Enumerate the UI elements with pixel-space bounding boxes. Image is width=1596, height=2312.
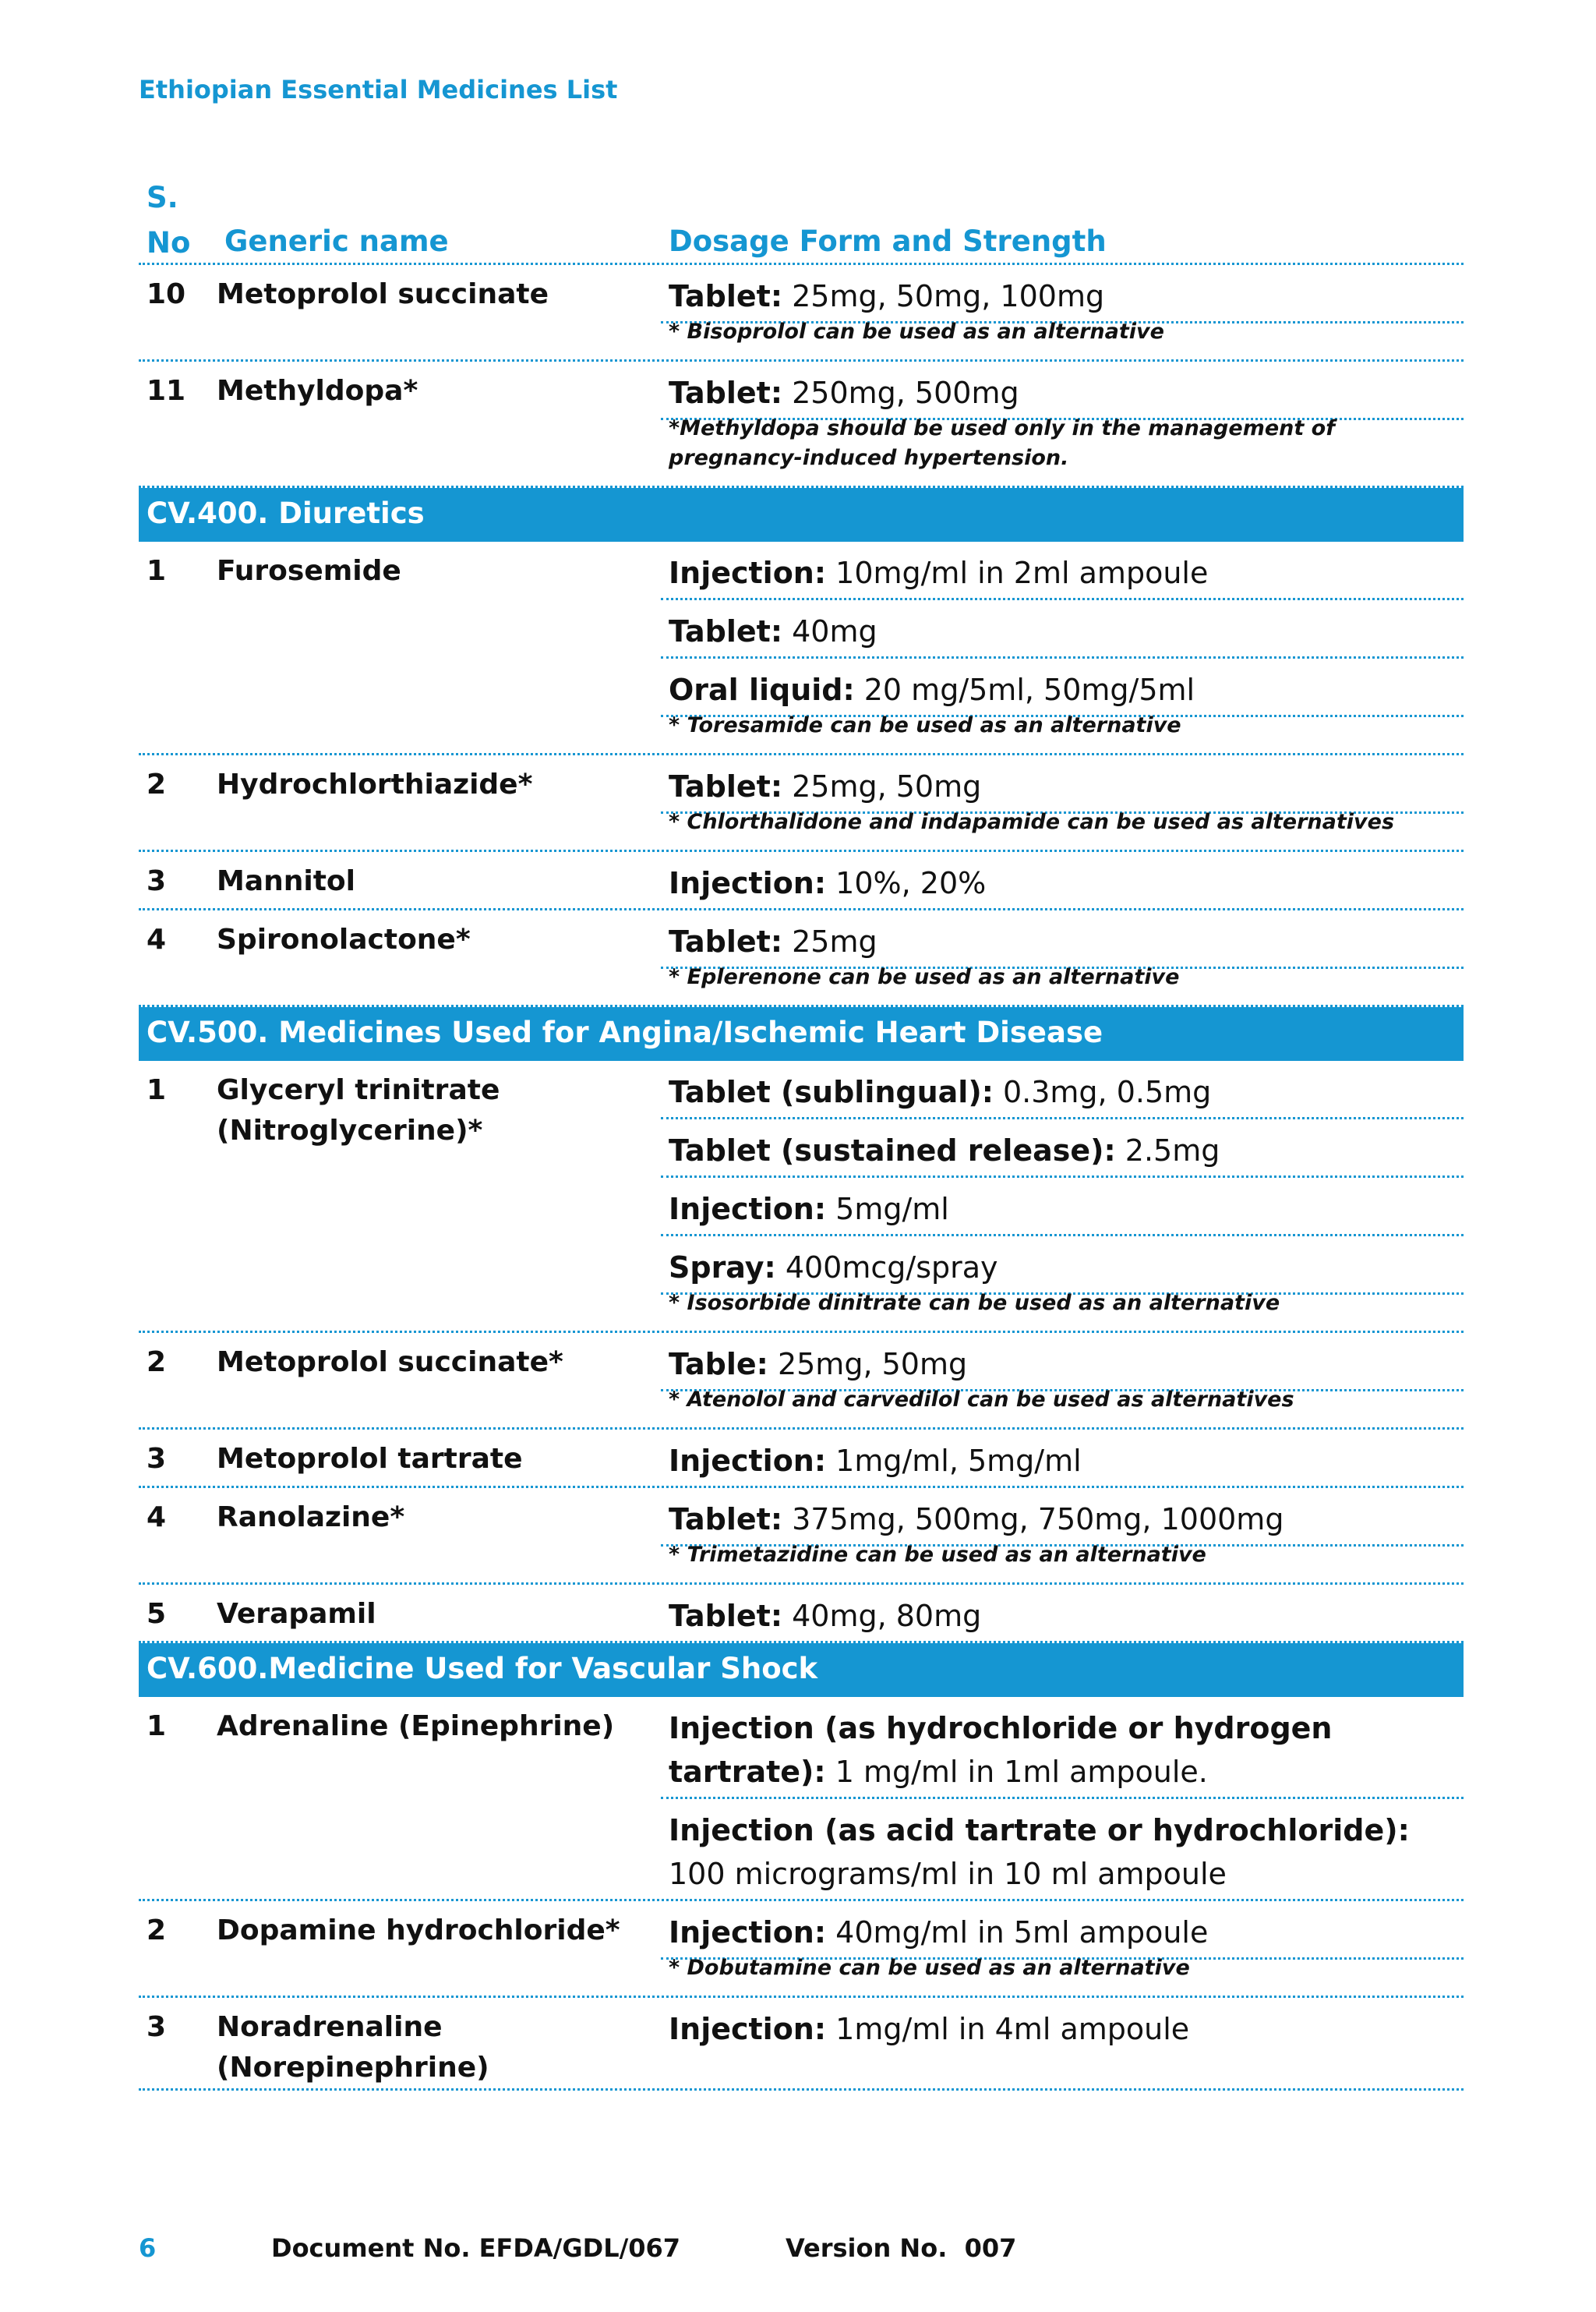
serial-number: 3 (147, 1443, 167, 1475)
table-row (139, 265, 1464, 362)
dosage-form-strength: 20 mg/5ml, 50mg/5ml (854, 673, 1195, 707)
dosage-form-label: Tablet (sustained release): (669, 1133, 1116, 1168)
dosage-form-strength: 40mg/ml in 5ml ampoule (826, 1915, 1209, 1950)
dosage-forms (661, 1333, 1464, 1427)
dosage-form (661, 1697, 1464, 1799)
dosage-form-label: Injection (as acid tartrate or hydrochloride): (669, 1813, 1410, 1847)
generic-name: Verapamil (217, 1598, 376, 1630)
dosage-form (661, 852, 1464, 908)
dosage-form-strength: 0.3mg, 0.5mg (993, 1075, 1212, 1109)
dosage-form (661, 1430, 1464, 1486)
dosage-form-label: Tablet: (669, 1599, 783, 1633)
table-row (139, 1901, 1464, 1998)
alternative-note: * Dobutamine can be used as an alternative (669, 1956, 1190, 1980)
dosage-form-label: Tablet: (669, 279, 783, 313)
dosage-form-strength: 25mg, 50mg (782, 769, 982, 804)
dosage-form-strength: 375mg, 500mg, 750mg, 1000mg (782, 1502, 1284, 1536)
section-heading: CV.500. Medicines Used for Angina/Ischemic Heart Disease (139, 1007, 1464, 1061)
dosage-forms (661, 1488, 1464, 1582)
dosage-form-strength: 10mg/ml in 2ml ampoule (826, 556, 1209, 590)
dosage-form-strength: 100 micrograms/ml in 10 ml ampoule (669, 1857, 1227, 1891)
generic-name: Metoprolol tartrate (217, 1443, 523, 1475)
serial-number: 3 (147, 865, 167, 897)
document-number: Document No. EFDA/GDL/067 (271, 2233, 681, 2263)
table-row (139, 542, 1464, 755)
generic-name: Adrenaline (Epinephrine) (217, 1710, 615, 1742)
dosage-form-label: Tablet: (669, 376, 783, 410)
dosage-forms (661, 755, 1464, 850)
dosage-form-strength: 40mg (782, 614, 877, 649)
dosage-forms (661, 1901, 1464, 1996)
table-row (139, 1488, 1464, 1585)
dosage-form-label: Tablet (sublingual): (669, 1075, 994, 1109)
dosage-form-label: Injection: (669, 1192, 827, 1226)
dosage-form-label: Injection: (669, 1915, 827, 1950)
generic-name: Metoprolol succinate (217, 278, 549, 310)
generic-name: Noradrenaline (Norepinephrine) (217, 2011, 489, 2084)
dosage-form-strength: 5mg/ml (826, 1192, 949, 1226)
dosage-forms (661, 910, 1464, 1005)
header-dosage-form: Dosage Form and Strength (669, 224, 1107, 258)
generic-name: Metoprolol succinate* (217, 1346, 563, 1378)
table-row (139, 1333, 1464, 1430)
dosage-form-label: Tablet: (669, 769, 783, 804)
medicines-table (139, 175, 1464, 2091)
table-row (139, 910, 1464, 1007)
dosage-forms (661, 265, 1464, 359)
dosage-form-label: Injection: (669, 2012, 827, 2046)
alternative-note: *Methyldopa should be used only in the management of pregnancy-induced hypertension. (669, 416, 1335, 470)
dosage-form-strength: 2.5mg (1115, 1133, 1220, 1168)
alternative-note: * Toresamide can be used as an alternative (669, 713, 1181, 737)
serial-number: 4 (147, 924, 167, 956)
table-row (139, 362, 1464, 488)
dosage-form-label: Spray: (669, 1250, 776, 1285)
table-row (139, 1061, 1464, 1333)
dosage-forms (661, 362, 1464, 486)
table-row (139, 1430, 1464, 1488)
table-row (139, 852, 1464, 910)
alternative-note: * Bisoprolol can be used as an alternative (669, 320, 1164, 344)
dosage-forms (661, 1998, 1464, 2088)
table-row (139, 755, 1464, 852)
dosage-forms (661, 1697, 1464, 1899)
dosage-form-strength: 25mg (782, 924, 877, 959)
alternative-note: * Trimetazidine can be used as an alternative (669, 1543, 1206, 1567)
dosage-form-strength: 1 mg/ml in 1ml ampoule. (825, 1755, 1208, 1789)
serial-number: 5 (147, 1598, 167, 1630)
dosage-form-strength: 250mg, 500mg (782, 376, 1019, 410)
version-number: Version No. 007 (786, 2233, 1017, 2263)
serial-number: 2 (147, 769, 167, 801)
dosage-form-label: Injection: (669, 556, 827, 590)
header-sno (147, 175, 193, 266)
dosage-form-label: Tablet: (669, 924, 783, 959)
document-title: Ethiopian Essential Medicines List (139, 75, 618, 104)
section-heading: CV.600.Medicine Used for Vascular Shock (139, 1643, 1464, 1697)
alternative-note: * Isosorbide dinitrate can be used as an alternative (669, 1291, 1280, 1315)
table-header (139, 175, 1464, 265)
generic-name: Spironolactone* (217, 924, 471, 956)
dosage-form-label: Oral liquid: (669, 673, 855, 707)
dosage-form-strength: 25mg, 50mg, 100mg (782, 279, 1105, 313)
generic-name: Ranolazine* (217, 1501, 405, 1533)
dosage-forms (661, 1061, 1464, 1331)
serial-number: 1 (147, 555, 167, 587)
table-row (139, 1585, 1464, 1643)
serial-number: 1 (147, 1074, 167, 1106)
serial-number: 4 (147, 1501, 167, 1533)
dosage-forms (661, 1585, 1464, 1641)
dosage-form (661, 600, 1464, 659)
section-heading: CV.400. Diuretics (139, 488, 1464, 542)
generic-name: Methyldopa* (217, 375, 418, 407)
dosage-form-label: Tablet: (669, 614, 783, 649)
dosage-form (661, 1585, 1464, 1641)
dosage-form-strength: 25mg, 50mg (768, 1347, 968, 1381)
dosage-form-label: Table: (669, 1347, 768, 1381)
serial-number: 2 (147, 1346, 167, 1378)
header-generic-name: Generic name (224, 224, 449, 258)
table-body (139, 265, 1464, 2091)
dosage-forms (661, 542, 1464, 753)
dosage-form-label: Injection (as hydrochloride or hydrogen tartrate): (669, 1711, 1333, 1789)
dosage-form (661, 1061, 1464, 1119)
generic-name: Glyceryl trinitrate (Nitroglycerine)* (217, 1074, 500, 1147)
serial-number: 1 (147, 1710, 167, 1742)
dosage-form (661, 542, 1464, 600)
generic-name: Mannitol (217, 865, 355, 897)
dosage-form-strength: 400mcg/spray (775, 1250, 998, 1285)
dosage-form (661, 1799, 1464, 1899)
dosage-forms (661, 852, 1464, 908)
dosage-form-label: Injection: (669, 1444, 827, 1478)
serial-number: 3 (147, 2011, 167, 2043)
dosage-form (661, 1998, 1464, 2054)
serial-number: 10 (147, 278, 186, 310)
generic-name: Furosemide (217, 555, 401, 587)
dosage-form (661, 1119, 1464, 1178)
generic-name: Dopamine hydrochloride* (217, 1914, 620, 1946)
generic-name: Hydrochlorthiazide* (217, 769, 533, 801)
dosage-form-strength: 1mg/ml in 4ml ampoule (826, 2012, 1190, 2046)
serial-number: 2 (147, 1914, 167, 1946)
serial-number: 11 (147, 375, 186, 407)
dosage-form (661, 1178, 1464, 1236)
header-sno-label: S. No (147, 181, 191, 260)
dosage-forms (661, 1430, 1464, 1486)
dosage-form-label: Injection: (669, 866, 827, 900)
dosage-form-strength: 1mg/ml, 5mg/ml (826, 1444, 1082, 1478)
dosage-form-strength: 40mg, 80mg (782, 1599, 982, 1633)
page-number: 6 (139, 2233, 157, 2263)
alternative-note: * Atenolol and carvedilol can be used as alternatives (669, 1388, 1294, 1412)
dosage-form-strength: 10%, 20% (826, 866, 987, 900)
table-row (139, 1998, 1464, 2091)
table-row (139, 1697, 1464, 1901)
alternative-note: * Eplerenone can be used as an alternative (669, 965, 1180, 989)
dosage-form-label: Tablet: (669, 1502, 783, 1536)
alternative-note: * Chlorthalidone and indapamide can be used as alternatives (669, 810, 1395, 834)
